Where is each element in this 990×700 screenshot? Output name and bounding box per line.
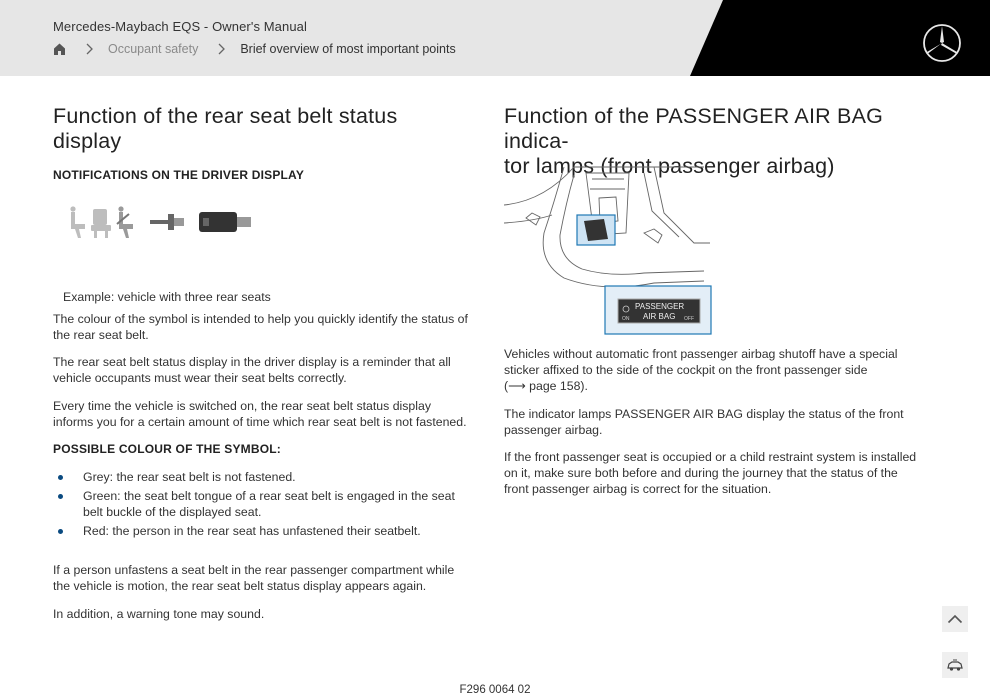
lamp-on-label: ON — [622, 316, 630, 322]
seat-belt-tongue-icon — [150, 214, 184, 230]
paragraph-symbol-colour: The colour of the symbol is intended to help you quickly identify the status of the rear seat belt. — [53, 312, 468, 342]
seat-icon — [91, 209, 111, 238]
seat-belt-buckle-icon — [199, 212, 251, 232]
document-title: Mercedes-Maybach EQS - Owner's Manual — [53, 19, 307, 34]
mercedes-star-logo — [922, 23, 962, 63]
breadcrumb-current: Brief overview of most important points — [240, 42, 456, 56]
breadcrumb-link-occupant-safety[interactable]: Occupant safety — [108, 42, 199, 56]
notifications-subheading: NOTIFICATIONS ON THE DRIVER DISPLAY — [53, 168, 305, 182]
paragraph-unfasten: If a person unfastens a seat belt in the rear passenger compartment while the vehicle is motion, the rear seat belt status display appears again. — [53, 563, 455, 593]
list-item: Red: the person in the rear seat has unfastened their seatbelt. — [53, 523, 468, 539]
vehicle-search-button[interactable] — [942, 652, 968, 678]
paragraph-reminder: The rear seat belt status display in the driver display is a reminder that all vehicle occupants must wear their seat belts correctly. — [53, 355, 451, 385]
chevron-right-icon — [84, 43, 94, 55]
colour-list — [53, 469, 468, 539]
paragraph-sticker — [504, 346, 924, 394]
title-line-2: tor lamps (front passenger airbag) — [504, 154, 835, 178]
home-icon[interactable] — [53, 42, 66, 56]
possible-colour-heading: POSSIBLE COLOUR OF THE SYMBOL: — [53, 442, 282, 456]
example-caption: Example: vehicle with three rear seats — [63, 290, 271, 304]
breadcrumb — [53, 42, 456, 56]
lamp-label-top: PASSENGER — [635, 302, 685, 311]
list-item: Grey: the rear seat belt is not fastened. — [53, 469, 468, 485]
sticker-text: Vehicles without automatic front passenger airbag shutoff have a special sticker affixed to the side of the cockpit on the front passenger side — [504, 347, 898, 377]
title-line-1: Function of the PASSENGER AIR BAG indica- — [504, 104, 884, 153]
left-column — [53, 104, 468, 182]
scroll-to-top-button[interactable] — [942, 606, 968, 632]
paragraph-passenger-seat: If the front passenger seat is occupied or a child restraint system is installed on it, make sure both before and during the journey that the status of the front passenger airbag is correct for the situation. — [504, 450, 917, 496]
chevron-up-icon — [947, 614, 963, 624]
seat-icon — [70, 206, 85, 238]
rear-seat-belt-title: Function of the rear seat belt status display — [53, 104, 398, 153]
car-icon — [947, 658, 963, 672]
seat-belt-status-symbols — [65, 206, 255, 240]
paragraph-indicator-lamps: The indicator lamps PASSENGER AIR BAG display the status of the front passenger airbag. — [504, 407, 904, 437]
cockpit-illustration — [504, 163, 714, 336]
page-reference-link[interactable]: (⟶ page 158). — [504, 379, 588, 393]
paragraph-warning-tone: In addition, a warning tone may sound. — [53, 607, 265, 621]
page-header — [0, 0, 990, 76]
lamp-label-bottom: AIR BAG — [643, 312, 676, 321]
chevron-right-icon — [216, 43, 226, 55]
paragraph-switched-on: Every time the vehicle is switched on, the rear seat belt status display informs you for a certain amount of time which rear seat belt is not fastened. — [53, 399, 467, 429]
lamp-off-label: OFF — [684, 316, 694, 322]
list-item: Green: the seat belt tongue of a rear seat belt is engaged in the seat belt buckle of the displayed seat. — [53, 488, 468, 520]
seat-icon — [117, 206, 133, 238]
figure-id: F296 0064 02 — [459, 684, 531, 696]
